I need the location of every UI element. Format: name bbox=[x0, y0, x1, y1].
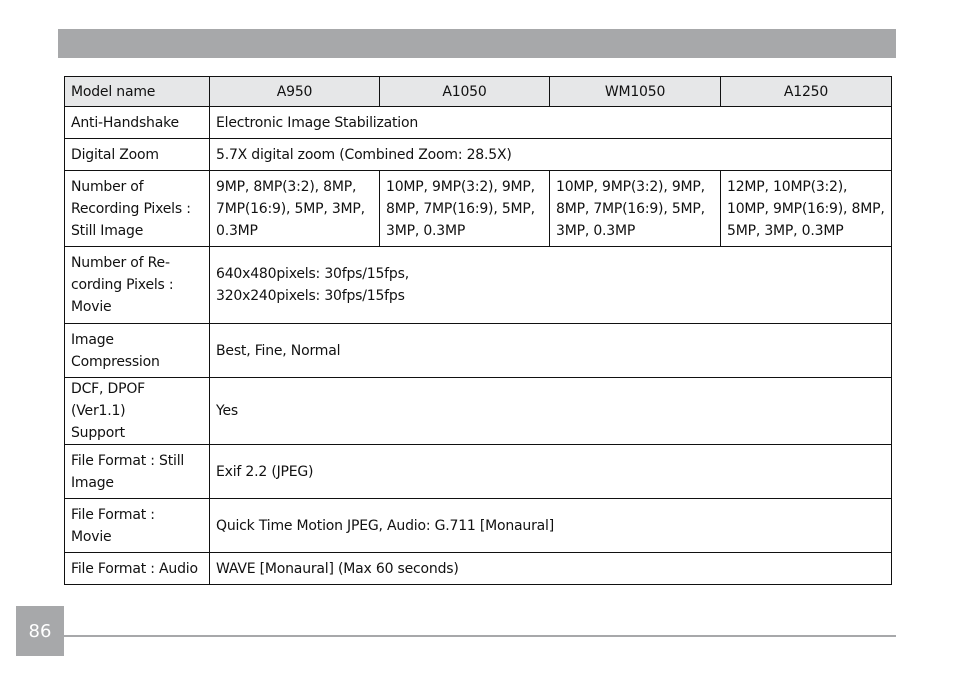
table-row-digital-zoom bbox=[65, 139, 892, 171]
cell-a950 bbox=[210, 171, 380, 247]
label-line: cording Pixels : bbox=[71, 277, 174, 293]
row-label: Anti-Handshake bbox=[65, 107, 210, 139]
row-label bbox=[65, 324, 210, 378]
label-line: DCF, DPOF (Ver1.1) bbox=[71, 381, 146, 419]
table-row-dcf-dpof bbox=[65, 378, 892, 445]
value-line: 10MP, 9MP(3:2), 9MP, bbox=[386, 178, 535, 195]
value-line: 0.3MP bbox=[216, 222, 258, 239]
row-value: WAVE [Monaural] (Max 60 seconds) bbox=[210, 553, 892, 585]
cell-a1050 bbox=[380, 171, 550, 247]
header-a1050: A1050 bbox=[380, 77, 550, 107]
row-value: Yes bbox=[210, 378, 892, 445]
label-line: Support bbox=[71, 425, 125, 441]
label-line: Compression bbox=[71, 353, 160, 370]
row-value: Best, Fine, Normal bbox=[210, 324, 892, 378]
row-label: File Format : Audio bbox=[65, 553, 210, 585]
row-label bbox=[65, 171, 210, 247]
label-line: Movie bbox=[71, 528, 112, 545]
value-line: 10MP, 9MP(3:2), 9MP, bbox=[556, 178, 705, 195]
header-a950: A950 bbox=[210, 77, 380, 107]
table-row-recording-pixels-still bbox=[65, 171, 892, 247]
row-value: Quick Time Motion JPEG, Audio: G.711 [Monaural] bbox=[210, 499, 892, 553]
footer-rule bbox=[64, 635, 896, 637]
value-line: 5MP, 3MP, 0.3MP bbox=[727, 222, 844, 239]
label-line: File Format : bbox=[71, 506, 155, 523]
table-row-recording-pixels-movie bbox=[65, 247, 892, 324]
value-line: 8MP, 7MP(16:9), 5MP, bbox=[556, 200, 705, 217]
label-line: Number of Re- bbox=[71, 255, 170, 271]
label-line: Movie bbox=[71, 299, 112, 315]
label-line: Still Image bbox=[71, 222, 144, 239]
row-label bbox=[65, 499, 210, 553]
value-line: 3MP, 0.3MP bbox=[556, 222, 636, 239]
specifications-table bbox=[64, 76, 892, 585]
header-bar bbox=[58, 29, 896, 58]
label-line: Number of bbox=[71, 178, 144, 195]
header-model-name: Model name bbox=[65, 77, 210, 107]
table-row-anti-handshake bbox=[65, 107, 892, 139]
row-label bbox=[65, 378, 210, 445]
row-label bbox=[65, 247, 210, 324]
page-number: 86 bbox=[28, 620, 52, 642]
row-value bbox=[210, 247, 892, 324]
value-line: 7MP(16:9), 5MP, 3MP, bbox=[216, 200, 365, 217]
page-number-box bbox=[16, 606, 64, 656]
header-a1250: A1250 bbox=[721, 77, 892, 107]
value-line: 10MP, 9MP(16:9), 8MP, bbox=[727, 200, 885, 217]
table-row-image-compression bbox=[65, 324, 892, 378]
header-wm1050: WM1050 bbox=[550, 77, 721, 107]
table-header-row bbox=[65, 77, 892, 107]
value-line: 9MP, 8MP(3:2), 8MP, bbox=[216, 178, 357, 195]
row-value: Electronic Image Stabilization bbox=[210, 107, 892, 139]
table-row-file-format-movie bbox=[65, 499, 892, 553]
cell-a1250 bbox=[721, 171, 892, 247]
row-value: 5.7X digital zoom (Combined Zoom: 28.5X) bbox=[210, 139, 892, 171]
value-line: 640x480pixels: 30fps/15fps, bbox=[216, 266, 409, 282]
value-line: 320x240pixels: 30fps/15fps bbox=[216, 288, 405, 304]
value-line: 8MP, 7MP(16:9), 5MP, bbox=[386, 200, 535, 217]
table-row-file-format-still bbox=[65, 445, 892, 499]
row-label: Digital Zoom bbox=[65, 139, 210, 171]
value-line: 12MP, 10MP(3:2), bbox=[727, 178, 848, 195]
row-label bbox=[65, 445, 210, 499]
label-line: File Format : Still bbox=[71, 452, 185, 469]
label-line: Image bbox=[71, 474, 114, 491]
value-line: 3MP, 0.3MP bbox=[386, 222, 466, 239]
table-row-file-format-audio bbox=[65, 553, 892, 585]
label-line: Image bbox=[71, 331, 114, 348]
row-value: Exif 2.2 (JPEG) bbox=[210, 445, 892, 499]
label-line: Recording Pixels : bbox=[71, 200, 191, 217]
cell-wm1050 bbox=[550, 171, 721, 247]
